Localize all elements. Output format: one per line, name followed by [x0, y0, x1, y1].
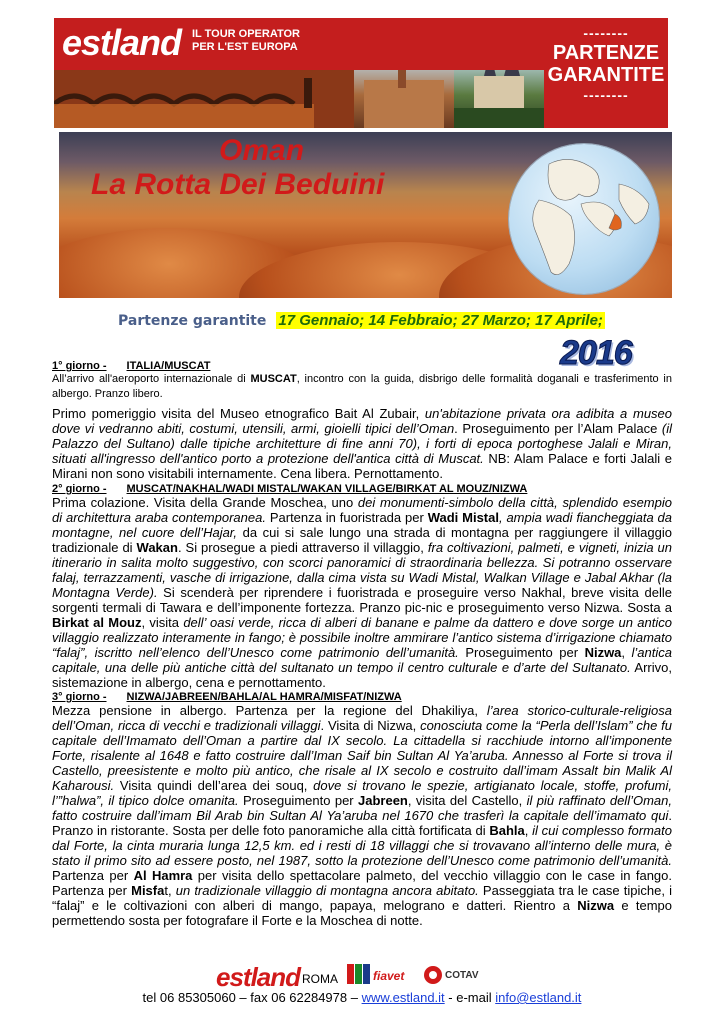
header-banner [54, 18, 668, 128]
day-heading: 2° giorno - MUSCAT/NAKHAL/WADI MISTAL/WAKAN VILLAGE/BIRKAT AL MOUZ/NIZWA [52, 483, 528, 495]
website-link[interactable]: www.estland.it [361, 990, 445, 1005]
departures-label: Partenze garantite [118, 313, 267, 329]
partenze-garantite-badge: -------- PARTENZE GARANTITE -------- [544, 18, 668, 128]
day-1-intro: All’arrivo all'aeroporto internazionale di MUSCAT, incontro con la guida, disbrigo delle formalità doganali e trasferimento in albergo. Pranzo libero. [52, 373, 672, 400]
globe-map-icon [509, 144, 659, 294]
tagline: IL TOUR OPERATOR PER L'EST EUROPA [192, 28, 300, 53]
footer-city: ROMA [302, 972, 338, 986]
departure-dates: 17 Gennaio; 14 Febbraio; 27 Marzo; 17 Aprile; [278, 312, 603, 329]
cotav-logo [423, 962, 479, 988]
day-2-text: Prima colazione. Visita della Grande Moschea, uno dei monumenti-simbolo della città, splendido esempio di architettura araba contemporanea. Partenza in fuoristrada per Wadi Mistal, ampia wadi fiancheggiata da montagne, nel cuore dell’Hajar, da cui si sale lungo una strada di montagna per raggiungere il villaggio tradizionale di Wakan. Si prosegue a piedi attraverso il villaggio, fra coltivazioni, palmeti, e vigneti, inizia un itinerario in salita molto suggestivo, con scorci panoramici di straordinaria bellezza. Si potranno osservare falaj, terrazzamenti, vasche di irrigazione, dalla cima vista su Wadi Mistal, Walkan Village e Jabal Akhar (la Montagna Verde). Si scenderà per riprendere i fuoristrada e proseguire verso Nakhal, breve visita delle sorgenti termali di Tawara e dell’imponente fortezza. Pranzo pic-nic e proseguimento verso Nizwa. Sosta a Birkat al Mouz, visita dell’ oasi verde, ricca di alberi di banane e palme da dattero e dove sorge un antico villaggio realizzato interamente in fango; è possibile inoltre ammirare l’antico sistema d’irrigazione chiamato “falaj”, iscritto nell’elenco dell’Unesco come patrimonio dell’umanità. Proseguimento per Nizwa, l’antica capitale, una delle più antiche città del sultanato un tempo il centro culturale e d’arte del Sultanato. Arrivo, sistemazione in albergo, cena e pernottamento. [52, 495, 673, 690]
fiavet-text: fiavet [373, 969, 405, 983]
page-title: Oman [219, 134, 305, 167]
year-badge: 2016 [560, 334, 632, 372]
desert-hero [59, 132, 672, 298]
estland-logo[interactable]: estland [62, 22, 182, 63]
footer-estland-logo[interactable]: estland [216, 962, 301, 992]
departures-line [118, 312, 605, 329]
day-3-text: Mezza pensione in albergo. Partenza per la regione del Dhakiliya, l’area storico-culturale-religiosa dell’Oman, ricca di vecchi e tradizionali villaggi. Visita di Nizwa, conosciuta come la “Perla dell’Islam” che fu capitale dell’Imamato dell’Oman a partire dal IX secolo. La cittadella si racchiude intorno all’imponente Forte, risalente al 1648 e fatto costruire dall’Iman Saif bin Sultan Al Ya’aruba. Annesso al Forte si trova il Castello, preesistente e molto più antico, che risale al IX secolo e costruito dall’imam Assalt bin Malik Al Kaharousi. Visita quindi dell’area dei souq, dove si trovano le spezie, artigianato locale, stoffe, profumi, l’”halwa”, il tipico dolce omanita. Proseguimento per Jabreen, visita del Castello, il più raffinato dell’Oman, fatto costruire dall’imam Bil Arab bin Sultan Al Ya’aruba nel 1670 che trasferì la capitale dell’imamato qui. Pranzo in ristorante. Sosta per delle foto panoramiche alla città fortificata di Bahla, il cui complesso formato dal Forte, la cinta muraria lunga 12,5 km. ed i resti di 18 villaggi che si trovavano all’interno delle mura, è stato il primo sito ad essere posto, nel 1987, sotto la protezione dell’Unesco come patrimonio dell’umanità. Partenza per Al Hamra per visita dello spettacolare palmeto, del vecchio villaggio con le case in fango. Partenza per Misfat, un tradizionale villaggio di montagna ancora abitato. Passeggiata tra le case tipiche, i “falaj” e le coltivazioni con alberi di mango, papaya, melograno e datteri. Rientro a Nizwa e tempo permettendo sosta per fotografare il Forte e la Moschea di notte. [52, 703, 673, 928]
email-link[interactable]: info@estland.it [495, 990, 582, 1005]
page-subtitle: La Rotta Dei Beduini [91, 168, 385, 201]
cotav-text: COTAV [445, 970, 479, 981]
day-heading: 3° giorno - NIZWA/JABREEN/BAHLA/AL HAMRA/MISFAT/NIZWA [52, 691, 402, 703]
fiavet-logo [347, 962, 415, 988]
day-1-body: Primo pomeriggio visita del Museo etnografico Bait Al Zubair, un'abitazione privata ora adibita a museo dove vi vedranno abiti, costumi, utensili, armi, gioielli tipici dell’Oman. Proseguimento per l’Alam Palace (il Palazzo del Sultano) dalle tipiche architetture di fine anni 70), i forti di epoca portoghese Jalali e Miran, situati all'ingresso dell'antico porto a protezione dell'antica città di Muscat. NB: Alam Palace e forti Jalali e Mirani non sono visitabili internamente. Cena libera. Pernottamento. [52, 406, 673, 481]
contact-line: tel 06 85305060 – fax 06 62284978 – www.estland.it - e-mail info@estland.it [142, 990, 582, 1005]
day-heading: 1° giorno - ITALIA/MUSCAT [52, 360, 211, 372]
itinerary [52, 360, 672, 928]
